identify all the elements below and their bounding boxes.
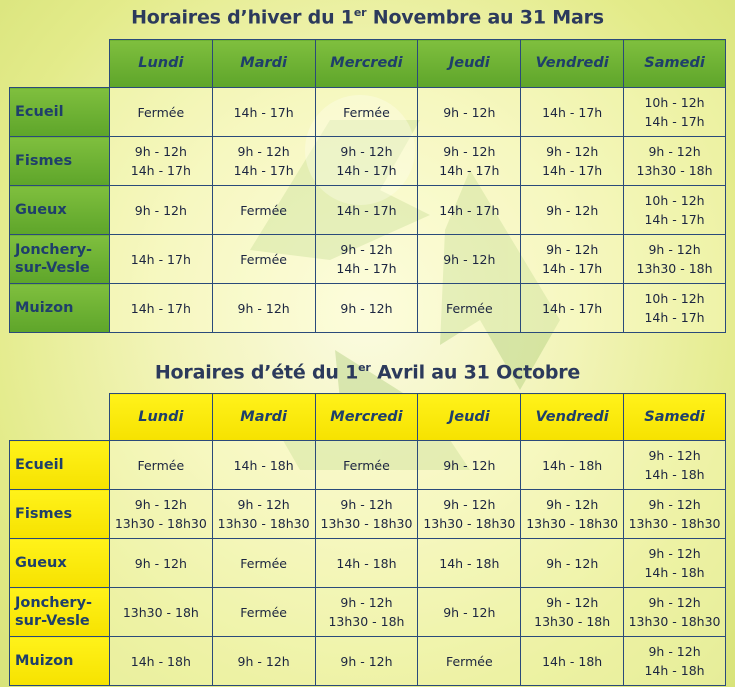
- hours-cell: 9h - 12h 13h30 - 18h30: [212, 490, 315, 539]
- town-name: Jonchery- sur-Vesle: [10, 235, 110, 284]
- table-row: [10, 88, 726, 137]
- hours-cell: 14h - 17h: [521, 284, 624, 333]
- day-header: Samedi: [624, 394, 726, 441]
- town-name: Jonchery- sur-Vesle: [10, 588, 110, 637]
- table-row: [10, 137, 726, 186]
- hours-cell: 10h - 12h 14h - 17h: [624, 88, 726, 137]
- hours-cell: 9h - 12h: [212, 637, 315, 686]
- town-name: Muizon: [10, 284, 110, 333]
- day-header: Mercredi: [315, 394, 418, 441]
- winter-title: Horaires d’hiver du 1er Novembre au 31 Mars: [131, 6, 604, 29]
- hours-cell: 9h - 12h: [418, 235, 521, 284]
- hours-cell: 9h - 12h 14h - 18h: [624, 441, 726, 490]
- hours-cell: 9h - 12h 13h30 - 18h: [521, 588, 624, 637]
- hours-cell: 14h - 18h: [109, 637, 212, 686]
- day-header: Mardi: [212, 394, 315, 441]
- table-row: [10, 284, 726, 333]
- hours-cell: Fermée: [315, 88, 418, 137]
- hours-cell: 14h - 17h: [521, 88, 624, 137]
- hours-cell: 9h - 12h 13h30 - 18h30: [624, 588, 726, 637]
- summer-schedule-table: [9, 393, 726, 686]
- hours-cell: 9h - 12h: [315, 637, 418, 686]
- hours-cell: 14h - 17h: [212, 88, 315, 137]
- hours-cell: 9h - 12h 14h - 17h: [418, 137, 521, 186]
- hours-cell: 14h - 17h: [315, 186, 418, 235]
- table-corner: [10, 394, 110, 441]
- table-row: [10, 235, 726, 284]
- day-header: Jeudi: [418, 40, 521, 88]
- hours-cell: 9h - 12h 14h - 17h: [521, 235, 624, 284]
- hours-cell: 14h - 17h: [109, 284, 212, 333]
- day-header: Mercredi: [315, 40, 418, 88]
- hours-cell: 9h - 12h: [521, 186, 624, 235]
- hours-cell: 9h - 12h: [521, 539, 624, 588]
- hours-cell: 9h - 12h 14h - 18h: [624, 637, 726, 686]
- table-row: [10, 539, 726, 588]
- hours-cell: 10h - 12h 14h - 17h: [624, 186, 726, 235]
- day-header: Lundi: [109, 40, 212, 88]
- table-row: [10, 490, 726, 539]
- hours-cell: 9h - 12h: [418, 88, 521, 137]
- table-row: [10, 637, 726, 686]
- hours-cell: Fermée: [109, 88, 212, 137]
- hours-cell: 13h30 - 18h: [109, 588, 212, 637]
- day-header: Mardi: [212, 40, 315, 88]
- day-header: Jeudi: [418, 394, 521, 441]
- hours-cell: 9h - 12h 14h - 17h: [315, 137, 418, 186]
- hours-cell: 9h - 12h: [212, 284, 315, 333]
- town-name: Ecueil: [10, 441, 110, 490]
- hours-cell: 9h - 12h 13h30 - 18h: [315, 588, 418, 637]
- hours-cell: 9h - 12h: [418, 588, 521, 637]
- hours-cell: 9h - 12h 14h - 17h: [212, 137, 315, 186]
- hours-cell: Fermée: [418, 284, 521, 333]
- day-header: Vendredi: [521, 394, 624, 441]
- day-header: Vendredi: [521, 40, 624, 88]
- hours-cell: 9h - 12h 13h30 - 18h30: [315, 490, 418, 539]
- hours-cell: Fermée: [212, 235, 315, 284]
- hours-cell: Fermée: [212, 186, 315, 235]
- hours-cell: 9h - 12h 13h30 - 18h30: [624, 490, 726, 539]
- hours-cell: Fermée: [109, 441, 212, 490]
- hours-cell: 14h - 18h: [521, 441, 624, 490]
- town-name: Muizon: [10, 637, 110, 686]
- hours-cell: Fermée: [315, 441, 418, 490]
- hours-cell: 9h - 12h 13h30 - 18h30: [109, 490, 212, 539]
- hours-cell: Fermée: [418, 637, 521, 686]
- hours-cell: 14h - 18h: [212, 441, 315, 490]
- hours-cell: 14h - 18h: [315, 539, 418, 588]
- hours-cell: 9h - 12h 14h - 17h: [315, 235, 418, 284]
- winter-schedule-table: [9, 39, 726, 333]
- hours-cell: 9h - 12h 13h30 - 18h: [624, 137, 726, 186]
- hours-cell: Fermée: [212, 588, 315, 637]
- town-name: Fismes: [10, 490, 110, 539]
- hours-cell: 9h - 12h 13h30 - 18h: [624, 235, 726, 284]
- hours-cell: 9h - 12h 13h30 - 18h30: [418, 490, 521, 539]
- hours-cell: 9h - 12h 14h - 17h: [109, 137, 212, 186]
- hours-cell: 9h - 12h: [315, 284, 418, 333]
- hours-cell: 14h - 18h: [418, 539, 521, 588]
- hours-cell: 9h - 12h 14h - 17h: [521, 137, 624, 186]
- town-name: Gueux: [10, 539, 110, 588]
- town-name: Ecueil: [10, 88, 110, 137]
- hours-cell: 14h - 17h: [109, 235, 212, 284]
- hours-cell: 9h - 12h: [109, 186, 212, 235]
- hours-cell: 9h - 12h 13h30 - 18h30: [521, 490, 624, 539]
- table-row: [10, 441, 726, 490]
- town-name: Fismes: [10, 137, 110, 186]
- hours-cell: 9h - 12h 14h - 18h: [624, 539, 726, 588]
- hours-cell: 9h - 12h: [418, 441, 521, 490]
- table-corner: [10, 40, 110, 88]
- hours-cell: 14h - 18h: [521, 637, 624, 686]
- summer-title: Horaires d’été du 1er Avril au 31 Octobre: [154, 361, 581, 384]
- day-header: Samedi: [624, 40, 726, 88]
- hours-cell: 9h - 12h: [109, 539, 212, 588]
- table-row: [10, 588, 726, 637]
- hours-cell: 10h - 12h 14h - 17h: [624, 284, 726, 333]
- table-row: [10, 186, 726, 235]
- hours-cell: 14h - 17h: [418, 186, 521, 235]
- town-name: Gueux: [10, 186, 110, 235]
- day-header: Lundi: [109, 394, 212, 441]
- hours-cell: Fermée: [212, 539, 315, 588]
